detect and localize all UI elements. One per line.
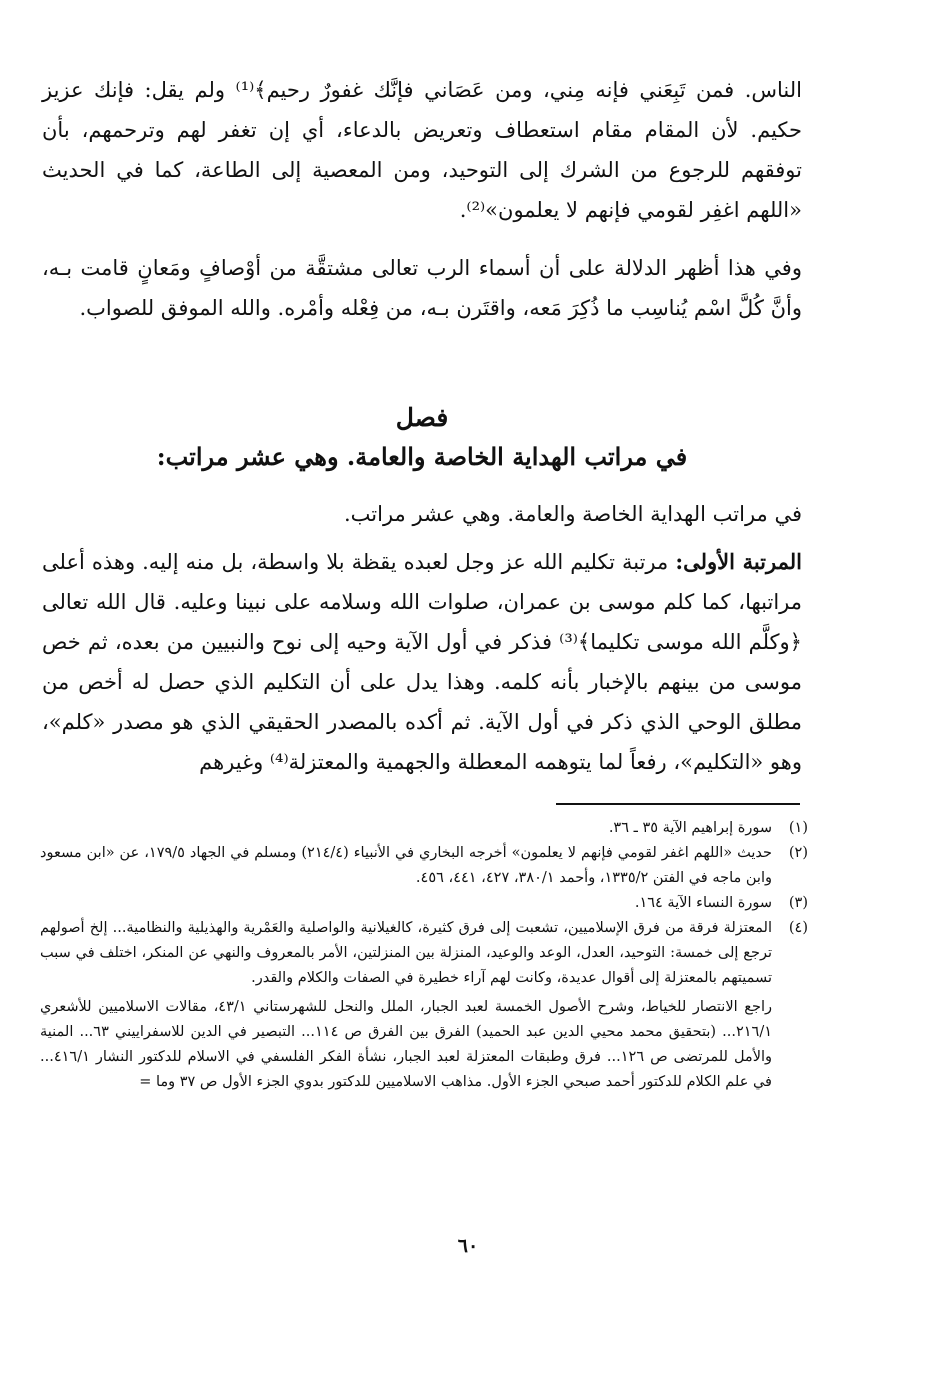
footnote-divider [556,803,800,805]
section-title: في مراتب الهداية الخاصة والعامة. وهي عشر مراتب: [156,442,688,471]
footnote-1 [40,816,808,841]
footnote-text: المعتزلة فرقة من فرق الإسلاميين، تشعبت إلى فرق كثيرة، كالغيلانية والواصلية والعَمْرية والهذيلية والنظامية... إلخ أصولهم ترجع إلى خمسة: التوحيد، العدل، الوعد والوعيد، المنزلة بين المنزلتين، الأمر بالمعروف والنهي عن المنكر، اختلف في سبب تسميتهم بالمعتزلة إلى أقوال عديدة، وكانت لهم آراء خطيرة في الصفات والكلام والقدر. [40,920,772,986]
section-subtitle: في مراتب الهداية الخاصة والعامة. وهي عشر مراتب. [343,502,802,526]
footnote-number: (٣) [788,895,808,911]
footnote-text: سورة إبراهيم الآية ٣٥ ـ ٣٦. [608,820,772,836]
footnote-3 [40,891,808,916]
body-paragraph-1: الناس. فمن تَبِعَني فإنه مِني، ومن عَصَاني فإنَّك غفورٌ رحيم﴾⁽¹⁾ ولم يقل: فإنك عزيز حكيم. لأن المقام مقام استعطاف وتعريض بالدعاء، أي إن تغفر لهم وترحمهم، بأن توفقهم للرجوع من الشرك إلى التوحيد، ومن المعصية إلى الطاعة، كما في الحديث «اللهم اغفِر لقومي فإنهم لا يعلمون»⁽²⁾. [42,78,803,222]
rank-label: المرتبة الأولى: [675,549,802,574]
footnote-2 [40,841,808,891]
footnote-number: (١) [788,820,808,836]
footnote-text: حديث «اللهم اغفر لقومي فإنهم لا يعلمون» أخرجه البخاري في الأنبياء (٢١٤/٤) ومسلم في الجهاد ١٧٩/٥، عن «ابن مسعود وابن ماجه في الفتن ١٣٣٥/٢، وأحمد ٣٨٠/١، ٤٢٧، ٤٤١، ٤٥٦. [40,845,772,886]
footnote-text: سورة النساء الآية ١٦٤. [634,895,772,911]
footnote-4 [40,916,808,991]
section-heading-block [42,398,802,476]
footnote-number: (٤) [788,920,808,936]
footnote-number: (٢) [788,845,808,861]
footnotes [40,816,808,1095]
body-paragraph-3 [42,542,802,782]
section-heading: فصل [395,403,449,432]
footnote-4-continuation: راجع الانتصار للخياط، وشرح الأصول الخمسة لعبد الجبار، الملل والنحل للشهرستاني ٤٣/١، مقالات الاسلاميين للأشعري ٢١٦/١... (بتحقيق محمد محيي الدين عبد الحميد) الفرق بين الفرق ص ١١٤... التبصير في الدين للاسفراييني ٦٣... المنية والأمل للمرتضى ص ١٢٦... فرق وطبقات المعتزلة لعبد الجبار، نشأة الفكر الفلسفي في الاسلام للدكتور النشار ٤١٦/١... في علم الكلام للدكتور أحمد صبحي الجزء الأول. مذاهب الاسلاميين للدكتور بدوي الجزء الأول ص ٣٧ وما = [40,999,773,1090]
page-number: ٦٠ [457,1235,479,1257]
body-paragraph-2: وفي هذا أظهر الدلالة على أن أسماء الرب تعالى مشتقَّة من أوْصافٍ ومَعانٍ قامت بـه، وأنَّ كُلَّ اسْم يُناسِب ما ذُكِرَ مَعه، واقتَرن بـه، من فِعْله وأمْره. والله الموفق للصواب. [42,256,802,320]
rank-text: مرتبة تكليم الله عز وجل لعبده يقظة بلا واسطة، بل منه إليه. وهذه أعلى مراتبها، كما كلم موسى بن عمران، صلوات الله وسلامه على نبينا وعليه. قال الله تعالى ﴿وكلَّم الله موسى تكليما﴾⁽³⁾ فذكر في أول الآية وحيه إلى نوح والنبيين من بعده، ثم خص موسى من بينهم بالإخبار بأنه كلمه. وهذا يدل على أن التكليم الذي حصل له أخص من مطلق الوحي الذي ذكر في أول الآية. ثم أكده بالمصدر الحقيقي الذي هو مصدر «كلم»، وهو «التكليم»، رفعاً لما يتوهمه المعطلة والجهمية والمعتزلة⁽⁴⁾ وغيرهم [42,550,802,774]
